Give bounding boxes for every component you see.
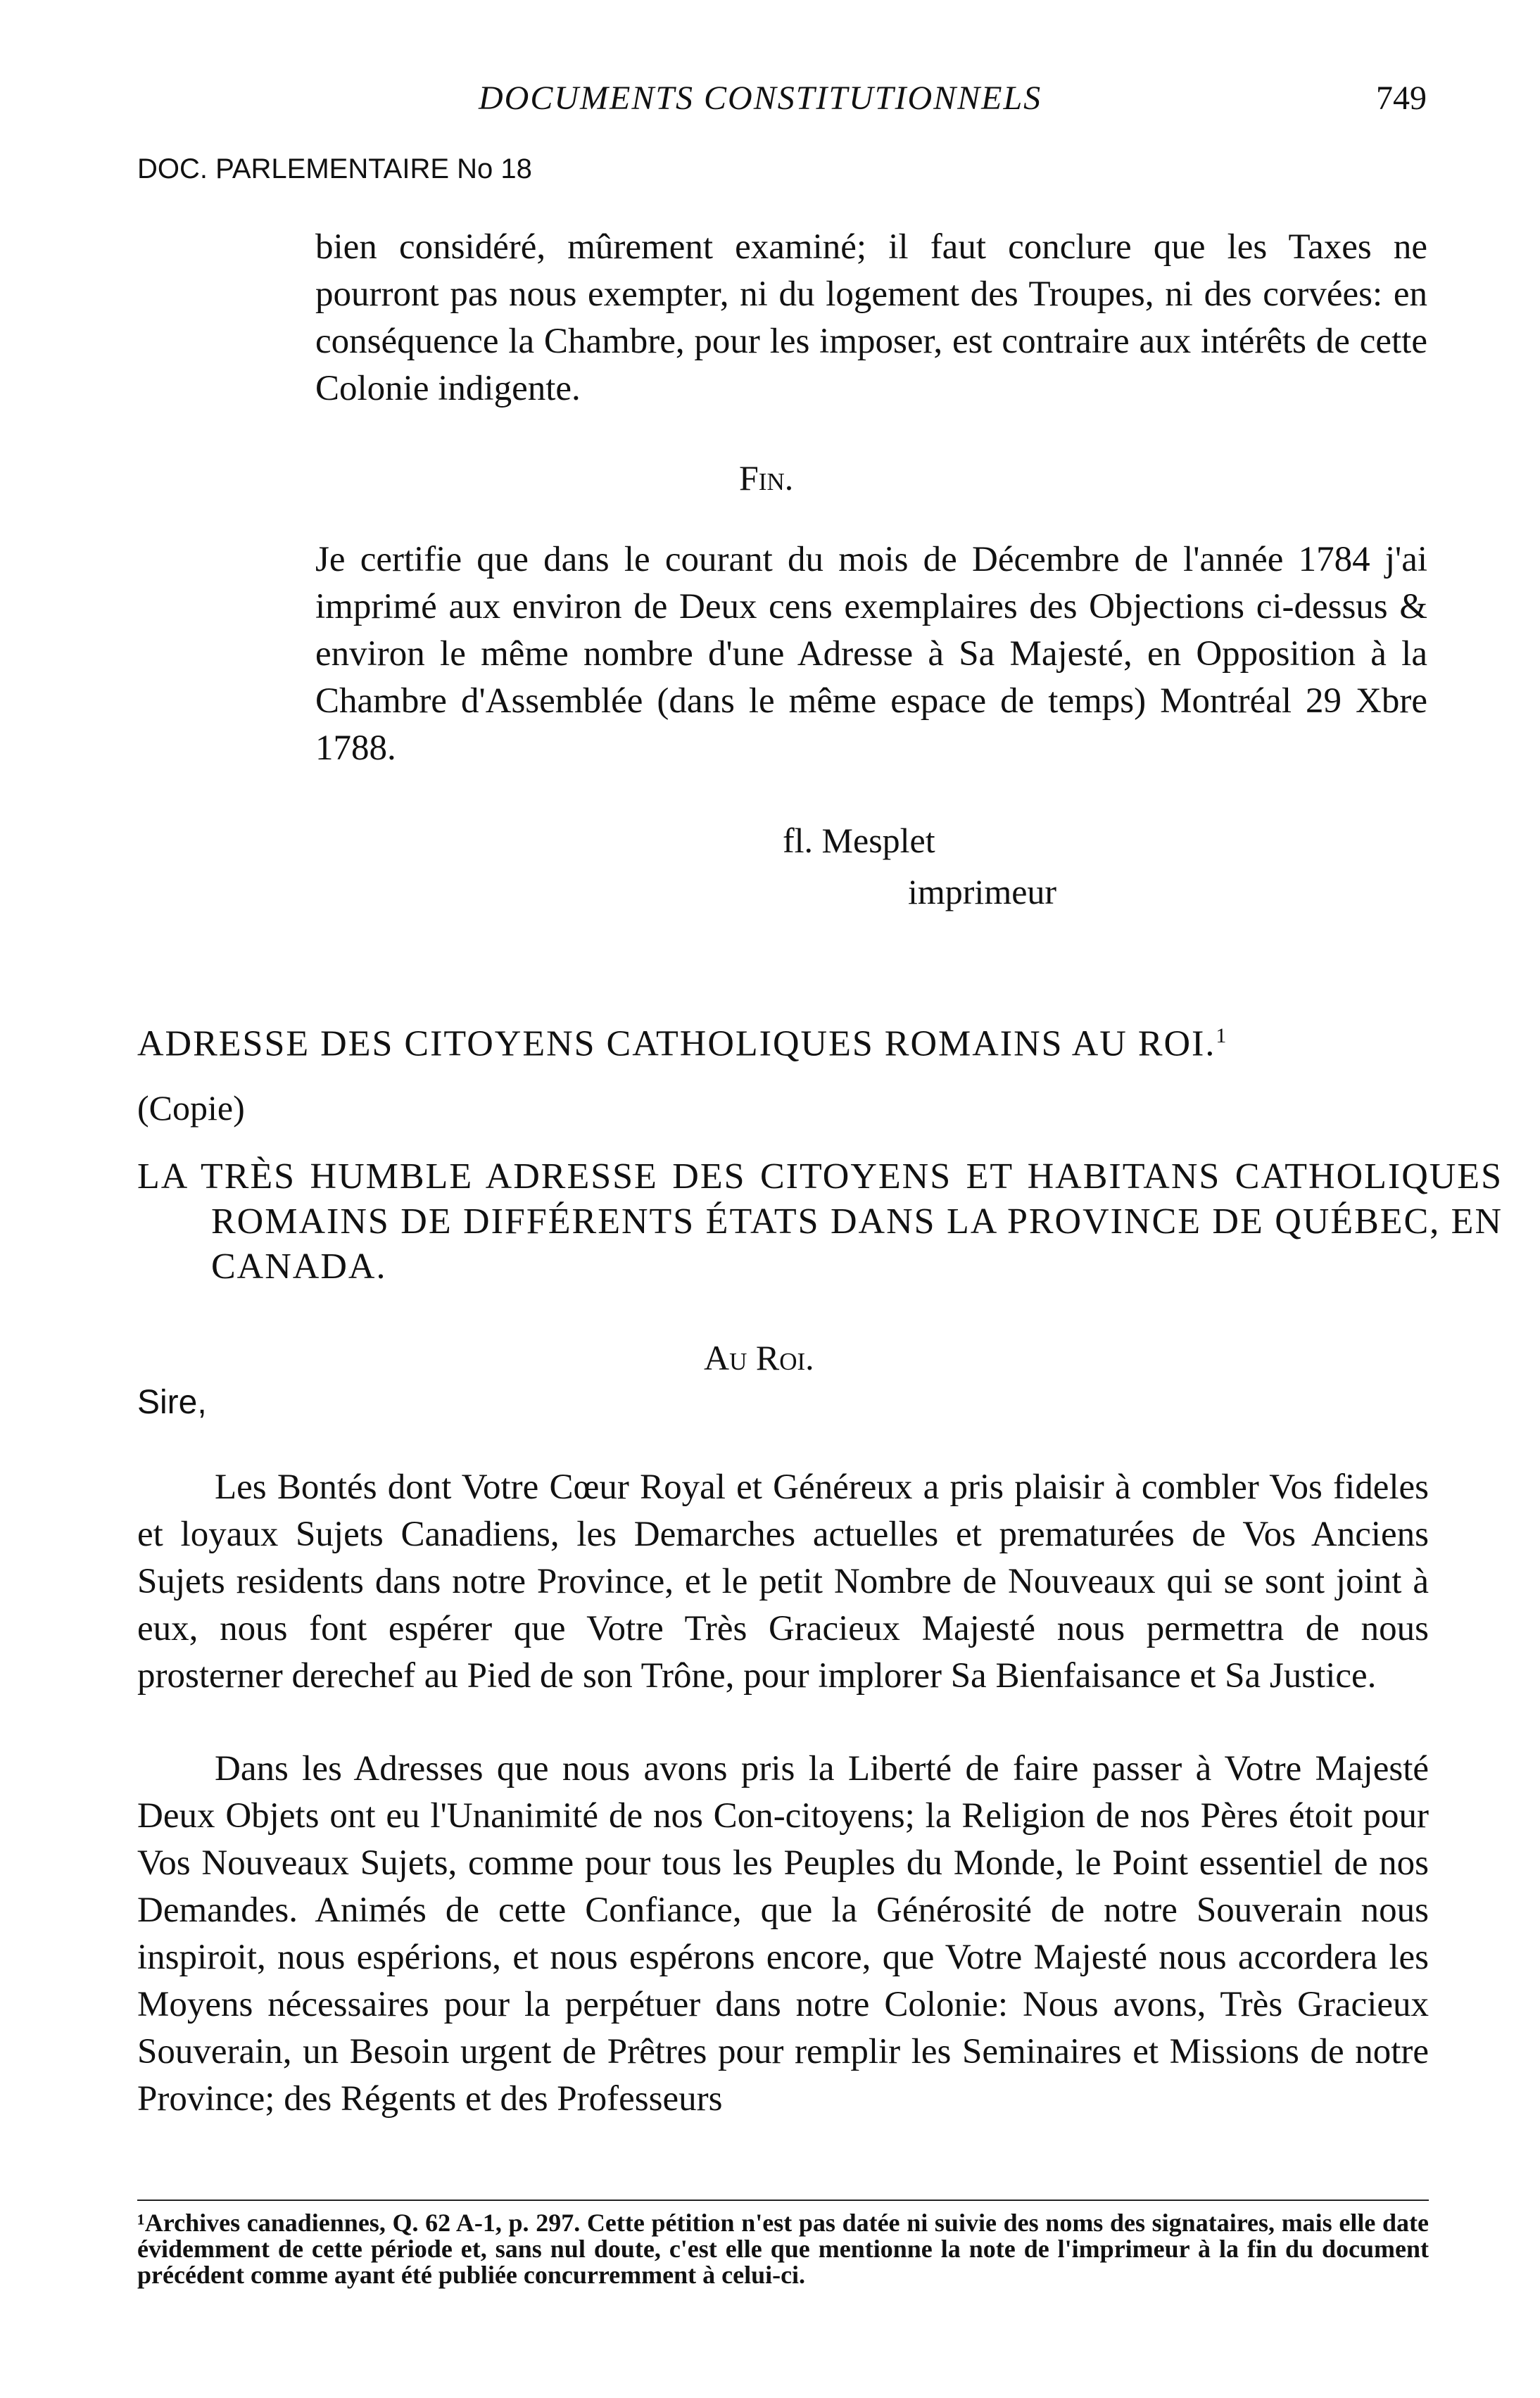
footnote-reference: 1: [1216, 1024, 1228, 1047]
certificate-paragraph: Je certifie que dans le courant du mois de Décembre de l'année 1784 j'ai imprimé aux environ de Deux cens exemplaires des Objections ci-dessus & environ le même nombre d'une Adresse à Sa Majesté, en Opposition à la Chambre d'Assemblée (dans le même espace de temps) Montréal 29 Xbre 1788.: [315, 540, 1427, 768]
address-title: [137, 1014, 1429, 1066]
addressee: Au Roi.: [704, 1338, 814, 1377]
salutation: Sire,: [137, 1384, 207, 1421]
address-title-text: ADRESSE DES CITOYENS CATHOLIQUES ROMAINS AU ROI.: [137, 1023, 1216, 1064]
address-subtitle: LA TRÈS HUMBLE ADRESSE DES CITOYENS ET HABITANS CATHOLIQUES ROMAINS DE DIFFÉRENTS ÉTATS DANS LA PROVINCE DE QUÉBEC, EN CANADA.: [137, 1156, 1503, 1287]
page-number: 749: [1376, 80, 1427, 117]
signature-name: fl. Mesplet: [783, 821, 935, 860]
running-title: DOCUMENTS CONSTITUTIONNELS: [479, 80, 1042, 117]
signature-title: imprimeur: [908, 872, 1057, 911]
address-paragraph-1: Les Bontés dont Votre Cœur Royal et Généreux a pris plaisir à combler Vos fideles et loyaux Sujets Canadiens, les Demarches actuelles et prematurées de Vos Anciens Sujets residents dans notre Province, et le petit Nombre de Nouveaux qui se sont joint à eux, nous font espérer que Votre Très Gracieux Majesté nous permettra de nous prosterner derechef au Pied de son Trône, pour implorer Sa Bienfaisance et Sa Justice.: [137, 1468, 1429, 1696]
document-reference: DOC. PARLEMENTAIRE No 18: [137, 153, 532, 184]
footnote: ¹Archives canadiennes, Q. 62 A-1, p. 297. Cette pétition n'est pas datée ni suivie des noms des signataires, mais elle date évidemment de cette période et, sans nul doute, c'est elle que mentionne la note de l'imprimeur à la fin du document précédent comme ayant été publiée concurremment à celui-ci.: [137, 2209, 1429, 2289]
continuation-paragraph: bien considéré, mûrement examiné; il faut conclure que les Taxes ne pourront pas nous exempter, ni du logement des Troupes, ni des corvées: en conséquence la Chambre, pour les imposer, est contraire aux intérêts de cette Colonie indigente.: [315, 227, 1427, 408]
fin-marker: Fin.: [739, 458, 794, 498]
footnote-divider: [137, 2200, 1429, 2201]
address-paragraph-2: Dans les Adresses que nous avons pris la Liberté de faire passer à Votre Majesté Deux Objets ont eu l'Unanimité de nos Con-citoyens; la Religion de nos Pères étoit pour Vos Nouveaux Sujets, comme pour tous les Peuples du Monde, le Point essentiel de nos Demandes. Animés de cette Confiance, que la Générosité de notre Souverain nous inspiroit, nous espérions, et nous espérons encore, que Votre Majesté nous accordera les Moyens nécessaires pour la perpétuer dans notre Colonie: Nous avons, Très Gracieux Souverain, un Besoin urgent de Prêtres pour remplir les Seminaires et Missions de notre Province; des Régents et des Professeurs: [137, 1749, 1429, 2119]
copy-note: (Copie): [137, 1088, 245, 1128]
